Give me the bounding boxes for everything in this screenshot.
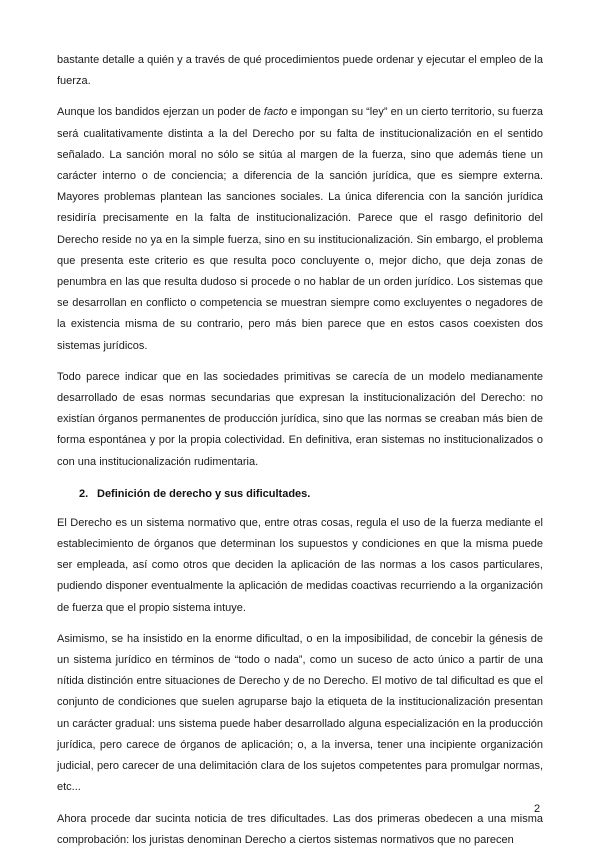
section-number: 2. [79, 487, 89, 500]
paragraph-sociedades-primitivas: Todo parece indicar que en las sociedades primitivas se carecía de un modelo medianamente desarrollado de esas normas secundarias que expresan la institucionalización del Derecho: no existían órganos permanentes de producción jurídica, sino que las normas se creaban más bien de forma espontánea y por la propia colectividad. En definitiva, eran sistemas no institucionalizados o con una institucionalización rudimentaria. [57, 370, 543, 468]
section-title: Definición de derecho y sus dificultades. [97, 487, 311, 500]
paragraph-text: e impongan su “ley” en un cierto territorio, su fuerza será cualitativamente distinta a la del Derecho por su falta de institucionalización en el sentido señalado. La sanción moral no sólo se sitúa al margen de la fuerza, sino que además tiene un carácter interno o de conciencia; a diferencia de la sanción jurídica, que es siempre externa. Mayores problemas plantean las sanciones sociales. La única diferencia con la sanción jurídica residiría precisamente en la falta de institucionalización. Parece que el rasgo definitorio del Derecho reside no ya en la simple fuerza, sino en su institucionalización. Sin embargo, el problema que presenta este criterio es que resulta poco concluyente o, mejor dicho, que deja zonas de penumbra en las que resulta dudoso si procede o no hablar de un orden jurídico. Los sistemas que se desarrollan en conflicto o competencia se muestran siempre como excluyentes o negadores de la existencia misma de su contrario, pero más bien parece que en estos casos coexisten dos sistemas jurídicos. [57, 106, 543, 352]
paragraph-definicion: El Derecho es un sistema normativo que, entre otras cosas, regula el uso de la fuerza mediante el establecimiento de órganos que determinan los supuestos y condiciones en que la misma puede ser empleada, así como otros que deciden la aplicación de las normas a los casos particulares, pudiendo disponer eventualmente la aplicación de medidas coactivas recurriendo a la organización de fuerza que el propio sistema intuye. [57, 516, 543, 614]
paragraph-bandidos [57, 102, 543, 356]
paragraph-asimismo: Asimismo, se ha insistido en la enorme dificultad, o en la imposibilidad, de concebir la génesis de un sistema jurídico en términos de “todo o nada”, como un suceso de acto único a partir de una nítida distinción entre situaciones de Derecho y de no Derecho. El motivo de tal dificultad es que el conjunto de condiciones que suelen agruparse bajo la etiqueta de la institucionalización presentan un carácter gradual: uns sistema puede haber desarrollado alguna especialización en la producción jurídica, pero carece de órganos de aplicación; o, a la inversa, tener una incipiente organización judicial, pero carecer de una delimitación clara de los sujetos competentes para promulgar normas, etc... [57, 632, 543, 794]
document-body [57, 50, 543, 861]
paragraph-continuation: bastante detalle a quién y a través de qué procedimientos puede ordenar y ejecutar el empleo de la fuerza. [57, 54, 543, 88]
page-number: 2 [534, 803, 541, 815]
paragraph-text: Aunque los bandidos ejerzan un poder de [57, 106, 264, 119]
section-heading [57, 483, 543, 505]
emphasis-facto: facto [263, 106, 288, 119]
paragraph-dificultades: Ahora procede dar sucinta noticia de tres dificultades. Las dos primeras obedecen a una misma comprobación: los juristas denominan Derecho a ciertos sistemas normativos que no parecen [57, 812, 543, 846]
